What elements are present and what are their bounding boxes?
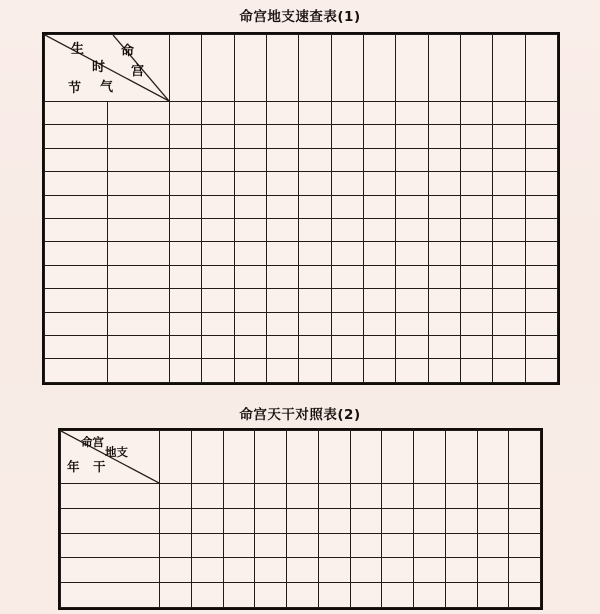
table-row bbox=[61, 484, 541, 509]
table-2-cell bbox=[191, 583, 223, 608]
table-2-column-header-亥 bbox=[445, 431, 477, 484]
table-1-term-end bbox=[107, 289, 170, 312]
table-1-cell bbox=[493, 265, 525, 288]
table-1-cell bbox=[493, 289, 525, 312]
table-1-cell bbox=[266, 312, 298, 335]
table-1-cell bbox=[460, 265, 492, 288]
table-1-cell bbox=[363, 242, 395, 265]
table-1-cell bbox=[234, 172, 266, 195]
table-1-column-header-卯 bbox=[170, 35, 202, 102]
table-1-term-end bbox=[107, 336, 170, 359]
table-2-cell bbox=[445, 558, 477, 583]
table-2-cell bbox=[477, 533, 509, 558]
table-row bbox=[45, 125, 558, 148]
table-1-cell bbox=[266, 148, 298, 171]
table-1-cell bbox=[170, 172, 202, 195]
table-1-term-start bbox=[45, 148, 108, 171]
table-1-term-end bbox=[107, 359, 170, 383]
table-1-term-start bbox=[45, 172, 108, 195]
table-2-column-header-寅 bbox=[160, 431, 192, 484]
table-1-cell bbox=[525, 195, 557, 218]
table-1-cell bbox=[331, 336, 363, 359]
table-1-cell bbox=[170, 195, 202, 218]
table-row bbox=[45, 172, 558, 195]
table-1-cell bbox=[396, 102, 428, 125]
table-1-cell bbox=[428, 242, 460, 265]
table-2-cell bbox=[287, 533, 319, 558]
table-1-cell bbox=[299, 289, 331, 312]
table-1-cell bbox=[460, 359, 492, 383]
table-2-year-stem-label bbox=[61, 508, 160, 533]
table-1-cell bbox=[331, 195, 363, 218]
table-2-cell bbox=[287, 508, 319, 533]
table-2-cell bbox=[382, 508, 414, 533]
table-2-corner-cell bbox=[61, 431, 160, 484]
table-1-title: 命宫地支速查表(1) bbox=[239, 9, 361, 25]
table-1-cell bbox=[525, 242, 557, 265]
table-1-cell bbox=[363, 265, 395, 288]
table-1-term-end bbox=[107, 102, 170, 125]
table-1-cell bbox=[493, 195, 525, 218]
table-1-cell bbox=[525, 359, 557, 383]
table-2-cell bbox=[255, 558, 287, 583]
table-1-cell bbox=[202, 125, 234, 148]
table-row bbox=[45, 102, 558, 125]
table-1-cell bbox=[460, 312, 492, 335]
table-1-cell bbox=[234, 336, 266, 359]
table-2-year-stem-label bbox=[61, 484, 160, 509]
table-row bbox=[61, 508, 541, 533]
table-1-cell bbox=[363, 125, 395, 148]
table-1-cell bbox=[299, 219, 331, 242]
table-1-column-header-戌 bbox=[331, 35, 363, 102]
table-2-column-header-辰 bbox=[223, 431, 255, 484]
table-2-cell bbox=[509, 533, 541, 558]
table-row bbox=[45, 312, 558, 335]
table-1-cell bbox=[299, 102, 331, 125]
table-row bbox=[45, 242, 558, 265]
table-1-cell bbox=[331, 359, 363, 383]
table-2-cell bbox=[160, 508, 192, 533]
table-1-cell bbox=[493, 242, 525, 265]
table-2-cell bbox=[287, 484, 319, 509]
table-2-cell bbox=[191, 508, 223, 533]
table-1-cell bbox=[363, 359, 395, 383]
table-1-cell bbox=[460, 242, 492, 265]
table-1-term-start bbox=[45, 336, 108, 359]
corner-label-year: 年 bbox=[67, 459, 80, 474]
table-1-cell bbox=[363, 172, 395, 195]
table-1-cell bbox=[363, 148, 395, 171]
table-1-cell bbox=[266, 172, 298, 195]
table-1-term-start bbox=[45, 289, 108, 312]
table-1-cell bbox=[234, 312, 266, 335]
table-2-column-header-戌 bbox=[414, 431, 446, 484]
table-1-cell bbox=[331, 172, 363, 195]
corner-label-destiny-palace: 命宫 bbox=[81, 435, 104, 449]
table-1-cell bbox=[331, 125, 363, 148]
table-1-cell bbox=[299, 359, 331, 383]
table-1-cell bbox=[493, 148, 525, 171]
table-1-cell bbox=[170, 265, 202, 288]
table-2-column-header-丑 bbox=[509, 431, 541, 484]
table-2-cell bbox=[414, 533, 446, 558]
table-2-column-header-巳 bbox=[255, 431, 287, 484]
table-1-cell bbox=[266, 265, 298, 288]
table-2-cell bbox=[318, 558, 350, 583]
table-1-term-end bbox=[107, 195, 170, 218]
table-2-cell bbox=[509, 583, 541, 608]
table-1-cell bbox=[396, 359, 428, 383]
table-1-cell bbox=[202, 336, 234, 359]
table-1-cell bbox=[234, 125, 266, 148]
table-1-cell bbox=[493, 172, 525, 195]
table-2-title: 命宫天干对照表(2) bbox=[239, 407, 361, 423]
table-2-cell bbox=[414, 508, 446, 533]
table-1-cell bbox=[202, 148, 234, 171]
table-1-cell bbox=[331, 102, 363, 125]
table-1-cell bbox=[266, 336, 298, 359]
table-1-cell bbox=[460, 195, 492, 218]
table-1-cell bbox=[170, 312, 202, 335]
table-1-column-header-辰 bbox=[525, 35, 557, 102]
table-1-cell bbox=[525, 102, 557, 125]
table-1-cell bbox=[331, 312, 363, 335]
table-1-cell bbox=[170, 125, 202, 148]
table-1-grid bbox=[44, 34, 558, 383]
table-2-cell bbox=[255, 533, 287, 558]
table-1-cell bbox=[396, 125, 428, 148]
table-2-cell bbox=[223, 484, 255, 509]
table-2-cell bbox=[191, 533, 223, 558]
table-1-cell bbox=[396, 148, 428, 171]
table-2-cell bbox=[160, 558, 192, 583]
table-2-cell bbox=[350, 558, 382, 583]
table-1-term-start bbox=[45, 265, 108, 288]
table-1-cell bbox=[234, 102, 266, 125]
table-1-cell bbox=[428, 125, 460, 148]
table-2-column-header-卯 bbox=[191, 431, 223, 484]
table-1-cell bbox=[266, 242, 298, 265]
table-1-column-header-未 bbox=[428, 35, 460, 102]
table-1-cell bbox=[299, 195, 331, 218]
table-1-term-start bbox=[45, 242, 108, 265]
corner-label-earthly-branch: 地支 bbox=[105, 445, 128, 459]
table-1-cell bbox=[428, 172, 460, 195]
table-1-cell bbox=[266, 219, 298, 242]
table-1-cell bbox=[493, 219, 525, 242]
table-2-cell bbox=[382, 533, 414, 558]
table-1-cell bbox=[525, 312, 557, 335]
table-1-cell bbox=[363, 336, 395, 359]
table-2-cell bbox=[255, 484, 287, 509]
table-1-cell bbox=[299, 312, 331, 335]
table-1-column-header-巳 bbox=[493, 35, 525, 102]
table-1-cell bbox=[363, 289, 395, 312]
table-1-cell bbox=[234, 265, 266, 288]
table-1-cell bbox=[234, 148, 266, 171]
table-1-column-header-寅 bbox=[202, 35, 234, 102]
table-2-cell bbox=[223, 583, 255, 608]
table-1-term-end bbox=[107, 125, 170, 148]
table-1-cell bbox=[428, 336, 460, 359]
table-1-cell bbox=[202, 172, 234, 195]
table-1-cell bbox=[299, 172, 331, 195]
table-row bbox=[45, 195, 558, 218]
table-2-cell bbox=[509, 508, 541, 533]
table-1-cell bbox=[331, 148, 363, 171]
table-2-cell bbox=[477, 508, 509, 533]
table-1-column-header-子 bbox=[266, 35, 298, 102]
table-row bbox=[45, 289, 558, 312]
table-1-cell bbox=[525, 219, 557, 242]
corner-label-destiny-palace-1: 命 bbox=[121, 44, 135, 59]
table-1-term-end bbox=[107, 312, 170, 335]
table-1-cell bbox=[234, 359, 266, 383]
table-1-term-end bbox=[107, 172, 170, 195]
table-1-cell bbox=[396, 172, 428, 195]
table-1-cell bbox=[234, 242, 266, 265]
table-1-cell bbox=[331, 219, 363, 242]
table-1-cell bbox=[266, 195, 298, 218]
table-2-cell bbox=[382, 583, 414, 608]
table-1-cell bbox=[525, 148, 557, 171]
table-1-cell bbox=[363, 312, 395, 335]
table-1-cell bbox=[525, 336, 557, 359]
table-1-cell bbox=[428, 359, 460, 383]
table-1-cell bbox=[202, 265, 234, 288]
table-2-year-stem-label bbox=[61, 583, 160, 608]
table-1-cell bbox=[396, 312, 428, 335]
table-1-cell bbox=[363, 219, 395, 242]
table-2-cell bbox=[318, 583, 350, 608]
table-1-cell bbox=[428, 265, 460, 288]
table-2-cell bbox=[509, 484, 541, 509]
table-2-cell bbox=[414, 558, 446, 583]
corner-label-solar-term-2: 气 bbox=[100, 80, 114, 95]
table-2-column-header-午 bbox=[287, 431, 319, 484]
table-2-mingong-heavenly-stem-reference bbox=[58, 428, 543, 610]
table-1-cell bbox=[234, 289, 266, 312]
table-2-cell bbox=[350, 508, 382, 533]
table-1-term-start bbox=[45, 312, 108, 335]
table-row bbox=[45, 219, 558, 242]
table-1-term-start bbox=[45, 102, 108, 125]
table-1-cell bbox=[493, 125, 525, 148]
table-1-cell bbox=[396, 219, 428, 242]
table-2-cell bbox=[318, 533, 350, 558]
table-row bbox=[45, 336, 558, 359]
table-2-cell bbox=[223, 508, 255, 533]
table-1-cell bbox=[525, 289, 557, 312]
table-2-column-header-未 bbox=[318, 431, 350, 484]
table-2-cell bbox=[382, 484, 414, 509]
table-2-cell bbox=[223, 533, 255, 558]
table-1-cell bbox=[266, 102, 298, 125]
table-1-cell bbox=[202, 312, 234, 335]
table-2-cell bbox=[287, 558, 319, 583]
table-1-term-start bbox=[45, 359, 108, 383]
table-1-cell bbox=[460, 125, 492, 148]
table-1-cell bbox=[525, 125, 557, 148]
table-2-cell bbox=[445, 583, 477, 608]
table-2-cell bbox=[191, 484, 223, 509]
table-row bbox=[45, 359, 558, 383]
table-2-cell bbox=[509, 558, 541, 583]
table-1-cell bbox=[299, 265, 331, 288]
table-1-cell bbox=[202, 102, 234, 125]
table-2-column-header-子 bbox=[477, 431, 509, 484]
table-row bbox=[45, 148, 558, 171]
table-1-cell bbox=[234, 195, 266, 218]
table-1-cell bbox=[493, 312, 525, 335]
table-1-cell bbox=[396, 242, 428, 265]
table-1-cell bbox=[428, 195, 460, 218]
table-1-cell bbox=[460, 148, 492, 171]
table-1-cell bbox=[170, 289, 202, 312]
table-2-cell bbox=[160, 533, 192, 558]
table-2-cell bbox=[445, 508, 477, 533]
table-2-cell bbox=[350, 533, 382, 558]
corner-label-birth-hour-1: 生 bbox=[71, 42, 85, 57]
table-1-cell bbox=[363, 195, 395, 218]
table-1-cell bbox=[170, 359, 202, 383]
table-1-cell bbox=[299, 242, 331, 265]
corner-label-solar-term-1: 节 bbox=[68, 81, 82, 96]
table-row bbox=[45, 265, 558, 288]
table-1-term-end bbox=[107, 148, 170, 171]
table-1-cell bbox=[428, 148, 460, 171]
table-1-cell bbox=[460, 172, 492, 195]
table-1-corner-cell bbox=[45, 35, 170, 102]
table-1-cell bbox=[170, 102, 202, 125]
table-2-cell bbox=[477, 484, 509, 509]
table-1-cell bbox=[460, 336, 492, 359]
table-2-cell bbox=[223, 558, 255, 583]
table-1-cell bbox=[493, 359, 525, 383]
table-1-term-start bbox=[45, 219, 108, 242]
table-2-cell bbox=[445, 533, 477, 558]
table-1-cell bbox=[202, 359, 234, 383]
table-1-cell bbox=[460, 289, 492, 312]
table-2-year-stem-label bbox=[61, 533, 160, 558]
table-1-cell bbox=[525, 265, 557, 288]
corner-label-stem: 干 bbox=[93, 459, 106, 474]
table-1-term-start bbox=[45, 125, 108, 148]
table-1-cell bbox=[202, 219, 234, 242]
corner-label-destiny-palace-2: 宫 bbox=[131, 64, 145, 79]
table-2-cell bbox=[255, 583, 287, 608]
table-2-cell bbox=[160, 484, 192, 509]
table-1-cell bbox=[202, 242, 234, 265]
table-1-mingong-earthly-branch-lookup bbox=[42, 32, 560, 385]
table-2-column-header-酉 bbox=[382, 431, 414, 484]
table-1-cell bbox=[493, 336, 525, 359]
table-2-cell bbox=[318, 484, 350, 509]
table-2-cell bbox=[255, 508, 287, 533]
corner-label-birth-hour-2: 时 bbox=[92, 60, 106, 75]
table-1-cell bbox=[363, 102, 395, 125]
table-1-cell bbox=[331, 242, 363, 265]
table-1-column-header-申 bbox=[396, 35, 428, 102]
table-2-cell bbox=[287, 583, 319, 608]
table-1-cell bbox=[331, 289, 363, 312]
table-1-term-start bbox=[45, 195, 108, 218]
table-row bbox=[61, 533, 541, 558]
table-2-cell bbox=[445, 484, 477, 509]
table-1-cell bbox=[525, 172, 557, 195]
table-1-cell bbox=[202, 289, 234, 312]
table-1-header-row bbox=[45, 35, 558, 102]
table-1-cell bbox=[202, 195, 234, 218]
table-1-term-end bbox=[107, 242, 170, 265]
table-1-cell bbox=[428, 289, 460, 312]
table-row bbox=[61, 583, 541, 608]
table-2-grid bbox=[60, 430, 541, 608]
table-2-cell bbox=[477, 558, 509, 583]
table-1-cell bbox=[396, 195, 428, 218]
table-1-term-end bbox=[107, 265, 170, 288]
table-1-cell bbox=[299, 336, 331, 359]
table-2-cell bbox=[350, 583, 382, 608]
table-2-cell bbox=[414, 484, 446, 509]
table-1-cell bbox=[331, 265, 363, 288]
table-2-cell bbox=[191, 558, 223, 583]
table-2-cell bbox=[160, 583, 192, 608]
table-row bbox=[61, 558, 541, 583]
table-1-cell bbox=[396, 289, 428, 312]
table-1-column-header-午 bbox=[460, 35, 492, 102]
table-1-cell bbox=[428, 219, 460, 242]
table-1-cell bbox=[299, 125, 331, 148]
table-1-cell bbox=[170, 336, 202, 359]
table-2-column-header-申 bbox=[350, 431, 382, 484]
table-2-cell bbox=[350, 484, 382, 509]
table-1-cell bbox=[170, 219, 202, 242]
table-1-cell bbox=[396, 336, 428, 359]
table-2-cell bbox=[414, 583, 446, 608]
table-2-header-row bbox=[61, 431, 541, 484]
table-1-cell bbox=[493, 102, 525, 125]
table-1-cell bbox=[266, 289, 298, 312]
table-1-cell bbox=[234, 219, 266, 242]
table-1-cell bbox=[266, 125, 298, 148]
table-1-cell bbox=[170, 242, 202, 265]
table-1-column-header-亥 bbox=[299, 35, 331, 102]
table-2-cell bbox=[318, 508, 350, 533]
table-1-cell bbox=[428, 312, 460, 335]
table-1-cell bbox=[266, 359, 298, 383]
table-1-cell bbox=[460, 219, 492, 242]
table-1-cell bbox=[170, 148, 202, 171]
table-2-cell bbox=[477, 583, 509, 608]
table-1-term-end bbox=[107, 219, 170, 242]
table-1-column-header-丑 bbox=[234, 35, 266, 102]
table-1-cell bbox=[428, 102, 460, 125]
table-1-cell bbox=[460, 102, 492, 125]
table-2-cell bbox=[382, 558, 414, 583]
table-1-cell bbox=[299, 148, 331, 171]
table-2-year-stem-label bbox=[61, 558, 160, 583]
table-1-cell bbox=[396, 265, 428, 288]
table-1-column-header-酉 bbox=[363, 35, 395, 102]
